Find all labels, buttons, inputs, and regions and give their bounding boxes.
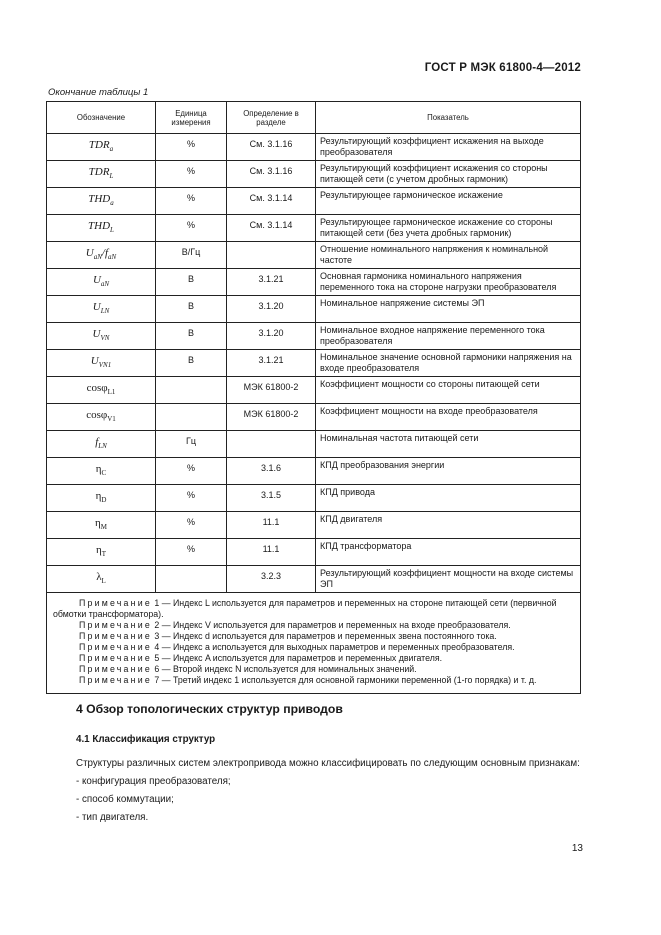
table-caption: Окончание таблицы 1 [48, 87, 149, 98]
section-heading: 4 Обзор топологических структур приводов [76, 702, 343, 716]
cell-description: КПД трансформатора [316, 539, 581, 566]
cell-unit: % [156, 512, 227, 539]
symbol-subscript: VN1 [98, 361, 112, 370]
symbol-subscript: aN [100, 280, 110, 289]
cell-description: Результирующий коэффициент искажения со стороны питающей сети (с учетом дробных гармоник) [316, 161, 581, 188]
table-row [47, 458, 581, 485]
note-label: Примечание [79, 653, 152, 663]
symbol [92, 274, 110, 289]
note [53, 631, 574, 642]
table-row [47, 404, 581, 431]
symbol-base: λ [96, 571, 102, 583]
symbol-subscript: VN [100, 334, 110, 343]
cell-symbol [47, 242, 156, 269]
symbol [95, 463, 107, 478]
symbol [88, 193, 114, 208]
cell-unit: % [156, 485, 227, 512]
cell-definition: 11.1 [227, 512, 316, 539]
cell-description: Номинальное значение основной гармоники напряжения на входе преобразователя [316, 350, 581, 377]
note [53, 653, 574, 664]
note-label: Примечание [79, 631, 152, 641]
cell-description: Результирующий коэффициент мощности на входе системы ЭП [316, 566, 581, 593]
note [53, 675, 574, 686]
cell-definition: 3.1.20 [227, 323, 316, 350]
cell-description: КПД двигателя [316, 512, 581, 539]
symbol-base: cosφ [86, 382, 108, 394]
symbol [88, 166, 114, 181]
cell-definition: 3.2.3 [227, 566, 316, 593]
cell-unit [156, 404, 227, 431]
table-row [47, 134, 581, 161]
cell-definition: См. 3.1.16 [227, 161, 316, 188]
note [53, 664, 574, 675]
table-row [47, 566, 581, 593]
cell-description: Результирующий коэффициент искажения на выходе преобразователя [316, 134, 581, 161]
symbol [90, 355, 112, 370]
symbol-base: TDR [88, 166, 110, 178]
table-row [47, 350, 581, 377]
symbol-subscript: L [110, 226, 114, 235]
cell-unit: В [156, 269, 227, 296]
note-text: 7 — Третий индекс 1 используется для основной гармоники переменной (1-го порядка) и т. д. [154, 675, 537, 685]
cell-description: Коэффициент мощности со стороны питающей сети [316, 377, 581, 404]
cell-definition [227, 431, 316, 458]
symbol-subscript: LN [100, 307, 110, 316]
symbols-table [46, 101, 581, 694]
note-text: 4 — Индекс a используется для выходных параметров и переменных преобразователя. [154, 642, 515, 652]
symbol-base: f [95, 436, 99, 448]
symbol [92, 301, 110, 316]
cell-symbol [47, 161, 156, 188]
table-row [47, 242, 581, 269]
symbol [96, 571, 106, 586]
cell-definition: См. 3.1.14 [227, 188, 316, 215]
table-header-row [47, 102, 581, 134]
symbol-base: η [95, 517, 101, 529]
cell-unit: Гц [156, 431, 227, 458]
symbol-base: cosφ [86, 409, 108, 421]
note-label: Примечание [79, 664, 152, 674]
symbol-subscript: M [100, 523, 107, 532]
symbol [95, 490, 107, 505]
cell-unit: В/Гц [156, 242, 227, 269]
cell-definition: МЭК 61800-2 [227, 377, 316, 404]
symbol-divider: /f [101, 247, 109, 259]
note-label: Примечание [79, 675, 152, 685]
cell-symbol [47, 431, 156, 458]
symbol-subscript: LN [98, 442, 107, 451]
table-row [47, 215, 581, 242]
symbol-subscript: aN [93, 253, 102, 262]
symbol-subscript: aN [108, 253, 117, 262]
note-label: Примечание [79, 620, 152, 630]
symbol-subscript: L [101, 577, 106, 586]
cell-definition: МЭК 61800-2 [227, 404, 316, 431]
table-row [47, 296, 581, 323]
cell-symbol [47, 269, 156, 296]
symbol-base: THD [88, 220, 111, 232]
cell-symbol [47, 377, 156, 404]
cell-description: КПД преобразования энергии [316, 458, 581, 485]
cell-definition: 3.1.6 [227, 458, 316, 485]
col-header-symbol: Обозначение [47, 102, 156, 134]
symbol-base: U [92, 274, 101, 286]
note-text: 1 — Индекс L используется для параметров и переменных на стороне питающей сети (первичной обмотки трансформатора). [53, 598, 557, 619]
symbol [88, 139, 114, 154]
symbol-subscript: a [110, 199, 114, 208]
cell-definition: См. 3.1.16 [227, 134, 316, 161]
note-text: 6 — Второй индекс N используется для номинальных значений. [154, 664, 417, 674]
list-item: - конфигурация преобразователя; [76, 776, 231, 787]
col-header-description: Показатель [316, 102, 581, 134]
cell-definition [227, 242, 316, 269]
symbol-subscript: L [109, 172, 114, 181]
symbol [86, 409, 116, 424]
cell-unit: % [156, 458, 227, 485]
symbol-base: η [95, 544, 102, 556]
table-row [47, 269, 581, 296]
cell-definition: 3.1.21 [227, 350, 316, 377]
symbol [95, 436, 107, 451]
symbol-subscript: V1 [107, 415, 116, 424]
page-number: 13 [571, 843, 583, 854]
symbol-subscript: T [101, 550, 107, 559]
cell-definition: 11.1 [227, 539, 316, 566]
cell-description: Результирующее гармоническое искажение [316, 188, 581, 215]
table-row [47, 431, 581, 458]
cell-symbol [47, 512, 156, 539]
cell-unit: В [156, 296, 227, 323]
cell-definition: 3.1.20 [227, 296, 316, 323]
symbol-base: U [92, 301, 101, 313]
note [53, 620, 574, 631]
symbol-subscript: a [109, 145, 114, 154]
symbol [86, 382, 116, 397]
table-notes [47, 593, 581, 694]
symbol-base: U [90, 355, 99, 367]
cell-description: Коэффициент мощности на входе преобразователя [316, 404, 581, 431]
list-item: - тип двигателя. [76, 812, 149, 823]
cell-unit: В [156, 350, 227, 377]
table-row [47, 377, 581, 404]
cell-description: КПД привода [316, 485, 581, 512]
symbol [85, 247, 117, 262]
cell-description: Результирующее гармоническое искажение со стороны питающей сети (без учета дробных гармоник) [316, 215, 581, 242]
col-header-definition: Определение в разделе [227, 102, 316, 134]
cell-symbol [47, 458, 156, 485]
cell-unit [156, 377, 227, 404]
note [53, 642, 574, 653]
note-text: 3 — Индекс d используется для параметров и переменных звена постоянного тока. [154, 631, 497, 641]
cell-unit: % [156, 161, 227, 188]
note-label: Примечание [79, 642, 152, 652]
note-text: 5 — Индекс A используется для параметров и переменных двигателя. [154, 653, 443, 663]
cell-unit [156, 566, 227, 593]
col-header-unit: Единица измерения [156, 102, 227, 134]
symbol [95, 544, 107, 559]
cell-description: Номинальное напряжение системы ЭП [316, 296, 581, 323]
symbol [92, 328, 110, 343]
table-row [47, 485, 581, 512]
cell-symbol [47, 350, 156, 377]
cell-unit: % [156, 188, 227, 215]
table-row [47, 323, 581, 350]
cell-symbol [47, 566, 156, 593]
cell-symbol [47, 188, 156, 215]
list-item: - способ коммутации; [76, 794, 174, 805]
table-row [47, 161, 581, 188]
cell-symbol [47, 215, 156, 242]
cell-description: Номинальное входное напряжение переменного тока преобразователя [316, 323, 581, 350]
section-body [76, 755, 584, 827]
cell-symbol [47, 485, 156, 512]
document-header: ГОСТ Р МЭК 61800-4—2012 [424, 62, 581, 74]
cell-symbol [47, 296, 156, 323]
symbol-base: U [92, 328, 101, 340]
table-row [47, 512, 581, 539]
cell-symbol [47, 404, 156, 431]
note-label: Примечание [79, 598, 152, 608]
cell-description: Отношение номинального напряжения к номинальной частоте [316, 242, 581, 269]
cell-definition: См. 3.1.14 [227, 215, 316, 242]
paragraph: Структуры различных систем электропривода можно классифицировать по следующим основным признакам: [76, 758, 580, 769]
symbol-subscript: C [101, 469, 107, 478]
cell-unit: % [156, 539, 227, 566]
symbol-subscript: D [101, 496, 107, 505]
table-row [47, 188, 581, 215]
cell-unit: % [156, 134, 227, 161]
symbol [95, 517, 107, 532]
cell-symbol [47, 134, 156, 161]
note [53, 598, 574, 620]
subsection-heading: 4.1 Классификация структур [76, 734, 216, 745]
cell-unit: % [156, 215, 227, 242]
table-notes-row [47, 593, 581, 694]
cell-symbol [47, 323, 156, 350]
symbol-base: η [95, 490, 102, 502]
symbol-subscript: L1 [107, 388, 116, 397]
symbol-base: TDR [88, 139, 110, 151]
cell-description: Номинальная частота питающей сети [316, 431, 581, 458]
cell-definition: 3.1.21 [227, 269, 316, 296]
cell-definition: 3.1.5 [227, 485, 316, 512]
table-row [47, 539, 581, 566]
symbol-base: η [95, 463, 102, 475]
symbol [88, 220, 114, 235]
cell-description: Основная гармоника номинального напряжения переменного тока на стороне нагрузки преобразователя [316, 269, 581, 296]
cell-symbol [47, 539, 156, 566]
symbol-base: U [85, 247, 94, 259]
symbol-base: THD [88, 193, 111, 205]
cell-unit: В [156, 323, 227, 350]
note-text: 2 — Индекс V используется для параметров и переменных на входе преобразователя. [154, 620, 511, 630]
